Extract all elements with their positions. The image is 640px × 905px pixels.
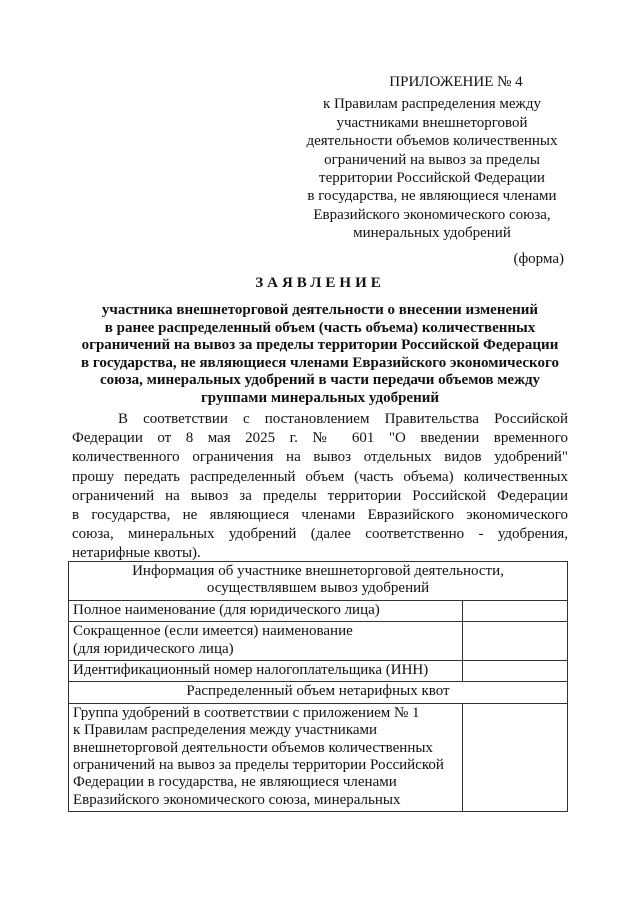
label-line: Евразийского экономического союза, минеральных	[73, 791, 401, 808]
label-inn: Идентификационный номер налогоплательщика (ИНН)	[69, 661, 463, 682]
body-line: прошу передать распределенный объем (часть объема) количественных	[72, 468, 568, 485]
table-row	[69, 661, 568, 682]
label-line: к Правилам распределения между участниками	[73, 722, 378, 739]
body-line: нетарифные квоты).	[72, 545, 201, 562]
body-line: В соответствии с постановлением Правительства Российской	[118, 411, 568, 427]
body-line: в государства, не являющиеся членами Евразийского экономического	[72, 507, 568, 524]
label-line: Группа удобрений в соответствии с приложением № 1	[73, 704, 420, 721]
table-row	[69, 622, 568, 661]
appendix-block	[300, 73, 564, 243]
appendix-line: минеральных удобрений	[353, 225, 511, 242]
table-row	[69, 562, 568, 601]
label-short-name	[69, 622, 463, 661]
body-paragraph	[72, 410, 568, 564]
section-header-line: Информация об участнике внешнеторговой деятельности,	[132, 563, 504, 579]
body-line: союза, минеральных удобрений (далее соответственно - удобрения,	[72, 526, 568, 543]
subject-line: союза, минеральных удобрений в части передачи объемов между	[99, 372, 541, 389]
label-line: Федерации в государства, не являющиеся членами	[73, 774, 397, 791]
document-subject	[72, 302, 568, 408]
appendix-line: к Правилам распределения между	[322, 96, 542, 113]
appendix-line: Евразийского экономического союза,	[313, 206, 551, 223]
label-fertilizer-group	[69, 703, 463, 811]
subject-line: ограничений на вывоз за пределы территории Российской Федерации	[81, 337, 559, 354]
form-label: (форма)	[513, 251, 564, 267]
section-header-line: осуществлявшем вывоз удобрений	[206, 580, 430, 597]
value-short-name[interactable]	[463, 622, 568, 661]
appendix-line: деятельности объемов количественных	[306, 133, 558, 150]
body-line: количественного ограничения на вывоз отдельных видов удобрений"	[72, 449, 568, 466]
table-row	[69, 682, 568, 703]
subject-line: группами минеральных удобрений	[200, 389, 439, 406]
applicant-info-table	[68, 561, 568, 812]
body-line: ограничений на вывоз за пределы территории Российской Федерации	[72, 487, 568, 504]
subject-line: участника внешнеторговой деятельности о внесении изменений	[101, 302, 539, 318]
document-heading: ЗАЯВЛЕНИЕ	[255, 275, 385, 291]
label-line: Сокращенное (если имеется) наименование	[73, 623, 353, 640]
section-header-quota: Распределенный объем нетарифных квот	[69, 682, 568, 703]
appendix-line: в государства, не являющиеся членами	[307, 188, 557, 205]
section-header-applicant	[69, 562, 568, 601]
appendix-line: участниками внешнеторговой	[336, 114, 528, 131]
subject-line: в государства, не являющиеся членами Евразийского экономического	[81, 354, 559, 371]
appendix-line: ограничений на вывоз за пределы	[324, 151, 540, 168]
label-line: ограничений на вывоз за пределы территории Российской	[73, 757, 444, 774]
table-row	[69, 600, 568, 621]
body-line: Федерации от 8 мая 2025 г. № 601 "О введении временного	[72, 430, 568, 447]
label-line: (для юридического лица)	[73, 640, 234, 657]
subject-line: в ранее распределенный объем (часть объема) количественных	[104, 319, 536, 336]
value-inn[interactable]	[463, 661, 568, 682]
appendix-title: ПРИЛОЖЕНИЕ № 4	[389, 74, 523, 90]
table-row	[69, 703, 568, 811]
label-line: внешнеторговой деятельности объемов количественных	[73, 739, 433, 756]
value-full-name[interactable]	[463, 600, 568, 621]
value-fertilizer-group[interactable]	[463, 703, 568, 811]
label-full-name: Полное наименование (для юридического лица)	[69, 600, 463, 621]
appendix-line: территории Российской Федерации	[319, 170, 545, 187]
